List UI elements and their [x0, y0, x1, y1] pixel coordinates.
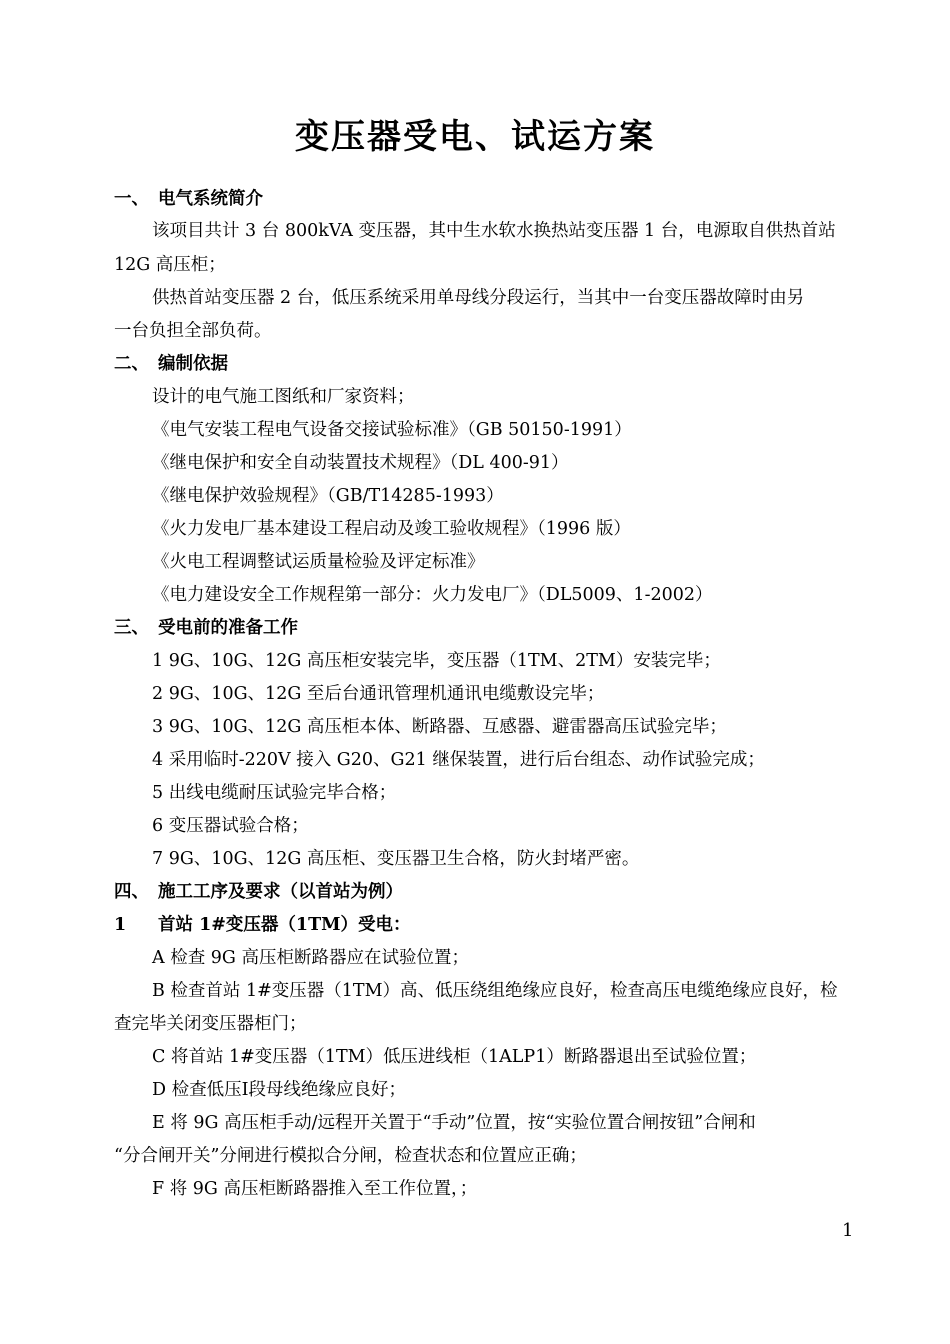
paragraph-line: 12G 高压柜；	[114, 255, 226, 275]
section-title: 施工工序及要求（以首站为例）	[158, 882, 403, 902]
step-item: E 将 9G 高压柜手动/远程开关置于“手动”位置，按“实验位置合闸按钮”合闸和	[152, 1113, 756, 1133]
step-item: C 将首站 1#变压器（1TM）低压进线柜（1ALP1）断路器退出至试验位置；	[152, 1047, 757, 1067]
section-title: 受电前的准备工作	[158, 618, 298, 638]
paragraph-line: 一台负担全部负荷。	[114, 321, 272, 341]
list-item: 3 9G、10G、12G 高压柜本体、断路器、互感器、避雷器高压试验完毕；	[152, 717, 727, 737]
reference-item: 《电力建设安全工作规程第一部分：火力发电厂》（DL5009、1-2002）	[152, 585, 713, 605]
section-title: 电气系统简介	[158, 189, 263, 209]
step-item: D 检查低压Ⅰ段母线绝缘应良好；	[152, 1080, 407, 1100]
list-item: 6 变压器试验合格；	[152, 816, 309, 836]
list-item: 4 采用临时-220V 接入 G20、G21 继保装置，进行后台组态、动作试验完成；	[152, 750, 765, 770]
list-item: 2 9G、10G、12G 至后台通讯管理机通讯电缆敷设完毕；	[152, 684, 605, 704]
step-item-continuation: “分合闸开关”分闸进行模拟合分闸，检查状态和位置应正确；	[114, 1146, 587, 1166]
reference-item: 《火力发电厂基本建设工程启动及竣工验收规程》（1996 版）	[152, 519, 631, 539]
page-number: 1	[842, 1220, 854, 1241]
section-heading-1	[114, 183, 263, 215]
step-item: A 检查 9G 高压柜断路器应在试验位置；	[152, 948, 469, 968]
list-item: 5 出线电缆耐压试验完毕合格；	[152, 783, 397, 803]
step-item: B 检查首站 1#变压器（1TM）高、低压绕组绝缘应良好，检查高压电缆绝缘应良好，检	[152, 981, 838, 1001]
section-heading-4	[114, 876, 403, 908]
reference-item: 《火电工程调整试运质量检验及评定标准》	[152, 552, 485, 572]
step-item: F 将 9G 高压柜断路器推入至工作位置，；	[152, 1179, 478, 1199]
reference-item: 《继电保护效验规程》（GB/T14285-1993）	[152, 486, 504, 506]
reference-item: 《电气安装工程电气设备交接试验标准》（GB 50150-1991）	[152, 420, 632, 440]
section-number: 二、	[114, 354, 149, 374]
section-number: 三、	[114, 618, 149, 638]
paragraph-line: 该项目共计 3 台 800kVA 变压器，其中生水软水换热站变压器 1 台，电源取自供热首站	[152, 221, 836, 241]
list-item: 1 9G、10G、12G 高压柜安装完毕，变压器（1TM、2TM）安装完毕；	[152, 651, 721, 671]
step-item-continuation: 查完毕关闭变压器柜门；	[114, 1014, 307, 1034]
section-number: 四、	[114, 882, 149, 902]
paragraph-line: 供热首站变压器 2 台，低压系统采用单母线分段运行，当其中一台变压器故障时由另	[152, 288, 805, 308]
subsection-title: 首站 1#变压器（1TM）受电：	[158, 915, 411, 935]
subsection-number: 1	[114, 915, 127, 935]
reference-item: 《继电保护和安全自动装置技术规程》（DL 400-91）	[152, 453, 569, 473]
section-heading-3	[114, 612, 298, 644]
section-number: 一、	[114, 189, 149, 209]
section-heading-2	[114, 348, 228, 380]
subsection-heading	[114, 909, 411, 941]
reference-item: 设计的电气施工图纸和厂家资料；	[152, 387, 415, 407]
list-item: 7 9G、10G、12G 高压柜、变压器卫生合格，防火封堵严密。	[152, 849, 640, 869]
page-title: 变压器受电、试运方案	[295, 117, 655, 157]
section-title: 编制依据	[158, 354, 228, 374]
